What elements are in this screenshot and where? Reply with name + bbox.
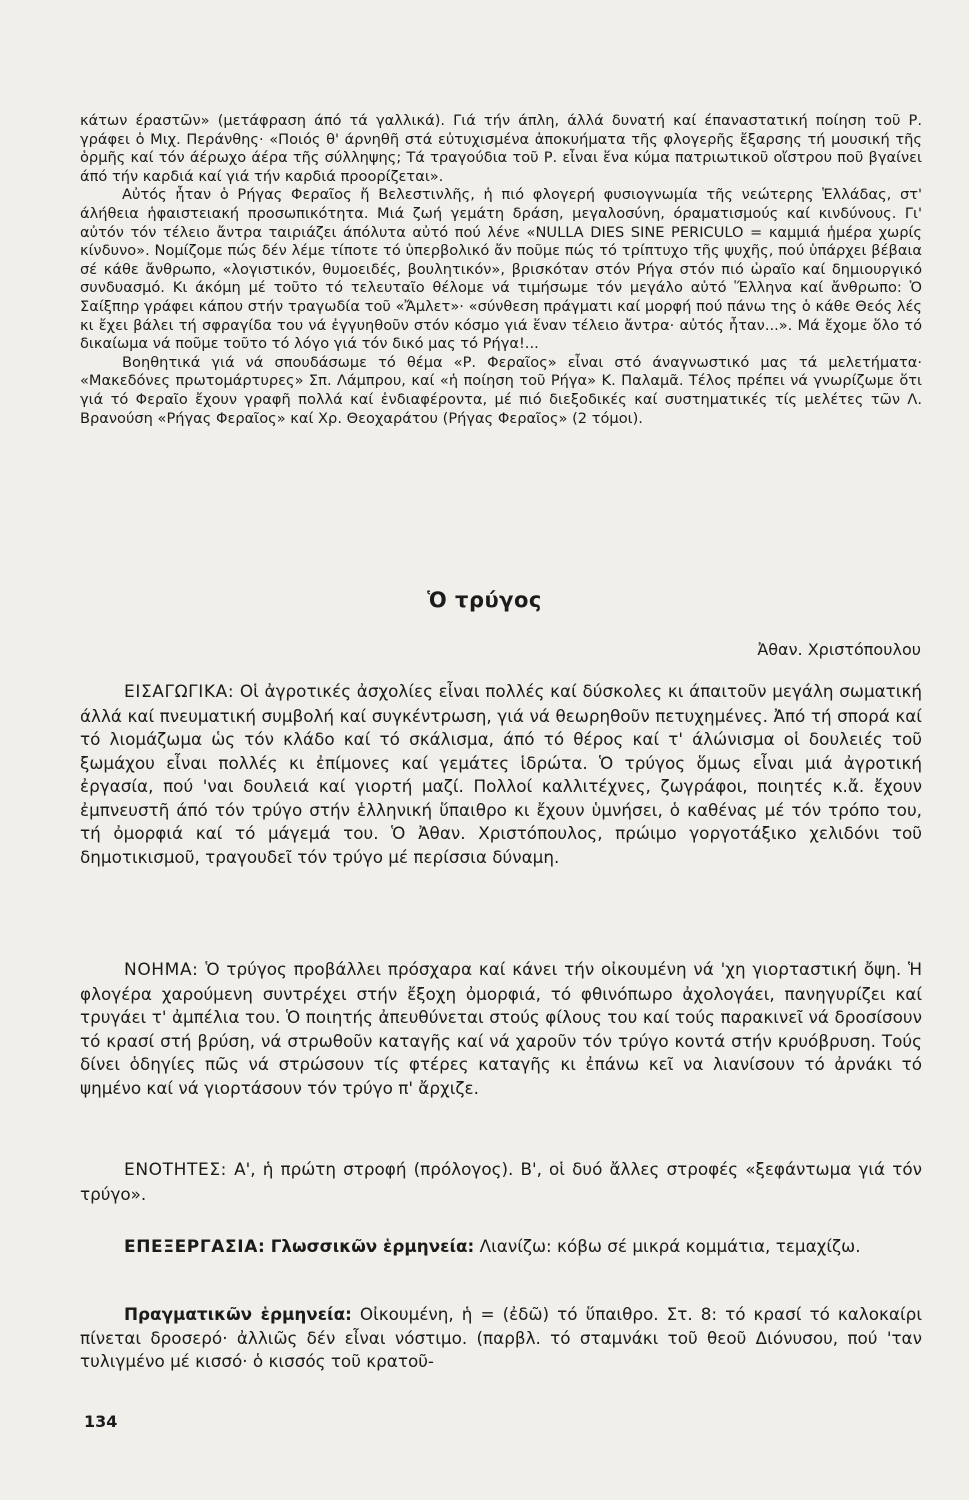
glossiki-text: Λιανίζω: κόβω σέ μικρά κομμάτια, τεμαχίζω. (479, 1236, 861, 1256)
epexergasia-label: ΕΠΕΞΕΡΓΑΣΙΑ: (124, 1237, 266, 1257)
noima-label: ΝΟΗΜΑ: (124, 960, 199, 980)
poem-author: Ἀθαν. Χριστόπουλου (757, 640, 921, 659)
noima-section (80, 958, 922, 1100)
noima-text: Ὁ τρύγος προβάλλει πρόσχαρα καί κάνει τήν οἰκουμένη νά 'χη γιορταστική ὄψη. Ἡ φλογέρα χαρούμενη συντρέχει στήν ἔξοχη ὀμορφιά, τό φθινόπωρο ἀχολογάει, πανηγυρίζει καί τρυγάει τ' ἀμπέλια του. Ὁ ποιητής ἀπευθύνεται στούς φίλους του καί τούς παρακινεῖ νά δροσίσουν τό κρασί στή βρύση, νά στρωθοῦν καταγῆς καί νά χαροῦν τόν τρύγο κοντά στήν κρυόβρυση. Τούς δίνει ὁδηγίες πῶς νά στρώσουν τίς φτέρες καταγῆς κι ἐπάνω κεῖ να λιανίσουν τό ἀρνάκι τό ψημένο καί νά γιορτάσουν τόν τρύγο π' ἄρχιζε. (80, 959, 922, 1098)
intro-label: ΕΙΣΑΓΩΓΙΚΑ: (124, 682, 235, 702)
paragraph-references: Βοηθητικά γιά νά σπουδάσωμε τό θέμα «Ρ. Φεραῖος» εἶναι στό άναγνωστικό μας τά μελετήματα· «Μακεδόνες πρωτομάρτυρες» Σπ. Λάμπρου, καί «ἡ ποίηση τοῦ Ρήγα» Κ. Παλαμᾶ. Τέλος πρέπει νά γνωρίζωμε ὅτι γιά τό Φεραῖο ἔχουν γραφῆ πολλά καί ἐνδιαφέροντα, μέ πιό διεξοδικές καί συστηματικές τίς μελέτες τῶν Λ. Βρανούση «Ρήγας Φεραῖος» καί Χρ. Θεοχαράτου (Ρήγας Φεραῖος» (2 τόμοι). (80, 353, 922, 427)
enotites-section (80, 1158, 922, 1206)
intro-section (80, 680, 922, 869)
pragmatikon-label: Πραγματικῶν ἑρμηνεία: (124, 1304, 352, 1324)
enotites-label: ΕΝΟΤΗΤΕΣ: (124, 1160, 228, 1180)
intro-text: Οἱ ἀγροτικές ἀσχολίες εἶναι πολλές καί δύσκολες κι άπαιτοῦν μεγάλη σωματική άλλά καί πνευματική συμβολή καί συγκέντρωση, γιά νά θεωρηθοῦν πετυχημένες. Ἀπό τή σπορά καί τό λιομάζωμα ὡς τόν κλάδο καί τό σκάλισμα, άπό τό θέρος καί τ' άλώνισμα οἱ δουλειές τοῦ ξωμάχου εἶναι πολλές κι ἐπίμονες καί γεμάτες ἱδρώτα. Ὁ τρύγος ὅμως εἶναι μιά ἀγροτική ἐργασία, πού 'ναι δουλειά καί γιορτή μαζί. Πολλοί καλλιτέχνες, ζωγράφοι, ποιητές κ.ἄ. ἔχουν ἐμπνευστῆ άπό τόν τρύγο στήν ἑλληνική ὕπαιθρο κι ἔχουν ὑμνήσει, ὁ καθένας μέ τόν τρόπο του, τή ὀμορφιά καί τό μάγεμά του. Ὁ Ἀθαν. Χριστόπουλος, πρώιμο γοργοτάξικο χελιδόνι τοῦ δημοτικισμοῦ, τραγουδεῖ τόν τρύγο μέ περίσσια δύναμη. (80, 681, 922, 867)
epexergasia-section (80, 1235, 922, 1260)
top-text-block (80, 112, 922, 428)
page-number: 134 (84, 1412, 118, 1431)
poem-title: Ὁ τρύγος (427, 588, 542, 612)
pragmatikon-section (80, 1303, 922, 1374)
glossiki-label: Γλωσσικῶν ἑρμηνεία: (270, 1236, 475, 1256)
enotites-text: Α', ἡ πρώτη στροφή (πρόλογος). Β', οἱ δυό ἄλλες στροφές «ξεφάντωμα γιά τόν τρύγο». (80, 1159, 922, 1204)
pragmatikon-text: Οἰκουμένη, ἡ = (ἐδῶ) τό ὕπαιθρο. Στ. 8: τό κρασί τό καλοκαίρι πίνεται δροσερό· ἀλλιῶς δέν εἶναι νόστιμο. (παρβλ. τό σταμνάκι τοῦ θεοῦ Διόνυσου, πού 'ταν τυλιγμένο μέ κισσό· ὁ κισσός τοῦ κρατοῦ- (80, 1304, 922, 1371)
paragraph-rigas-poetry: κάτων έραστῶν» (μετάφραση άπό τά γαλλικά). Γιά τήν άπλη, άλλά δυνατή καί έπαναστατική ποίηση τοῦ Ρ. γράφει ὁ Μιχ. Περάνθης· «Ποιός θ' άρνηθῆ στά εὐτυχισμένα ἀποκυήματα τῆς φλογερῆς ἔξαρσης τή μουσική τῆς ὁρμῆς καί τόν άέρωχο άέρα τῆς σύλληψης; Τά τραγούδια τοῦ Ρ. εἶναι ἕνα κύμα πατριωτικοῦ οἴστρου ποῦ βγαίνει άπό τήν καρδιά καί γιά τήν καρδιά προορίζεται». (80, 112, 922, 185)
paragraph-rigas-personality: Αὐτός ἦταν ὁ Ρήγας Φεραῖος ἤ Βελεστινλῆς, ἡ πιό φλογερή φυσιογνωμία τῆς νεώτερης Ἑλλάδας, στ' άλήθεια ἡφαιστειακή προσωπικότητα. Μιά ζωή γεμάτη δράση, μεγαλοσύνη, όραματισμούς καί κινδύνους. Γι' αὐτόν τόν τέλειο ἄντρα ταιριάζει άπόλυτα αὐτό πού λένε «NULLA DIES SINE PERICULO = καμμιά ἡμέρα χωρίς κίνδυνο». Νομίζομε πώς δέν λέμε τίποτε τό ὑπερβολικό ἄν ποῦμε πώς τό τρίπτυχο τῆς ψυχῆς, πού ὑπάρχει βέβαια σέ κάθε ἄνθρωπο, «λογιστικόν, θυμοειδές, βουλητικόν», βρισκόταν στόν Ρήγα στόν πιό ὡραῖο καί δημιουργικό συνδυασμό. Κι άκόμη μέ τοῦτο τό τελευταῖο θέλομε νά τιμήσωμε τόν μεγάλο αὐτό Ἕλληνα καί ἄνθρωπο: Ὁ Σαίξπηρ γράφει κάπου στήν τραγωδία τοῦ «Ἄμλετ»· «σύνθεση πράγματι καί μορφή πού πάνω της ὁ κάθε Θεός λές κι ἔχει βάλει τή σφραγίδα του νά ἐγγυηθοῦν στόν κόσμο γιά ἕναν τέλειο ἄντρα· αὐτός ἦταν...». Μά ἔχομε ὅλο τό δικαίωμα νά ποῦμε τοῦτο τό λόγο γιά τόν δικό μας τό Ρήγα!... (80, 186, 922, 353)
